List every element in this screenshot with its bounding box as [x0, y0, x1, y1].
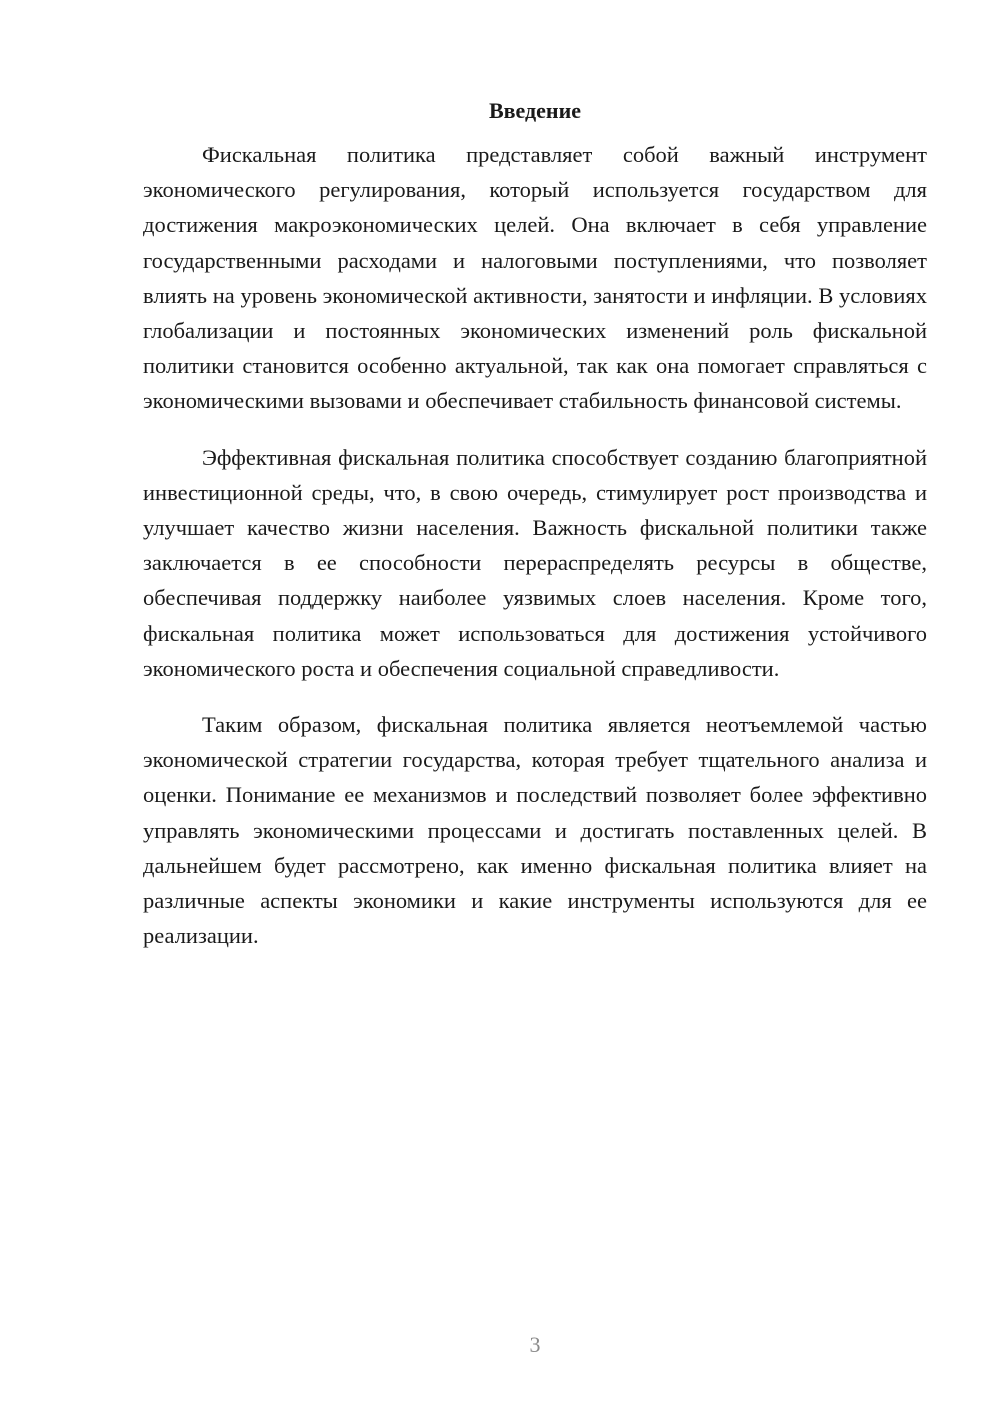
paragraph-2: Эффективная фискальная политика способствует созданию благоприятной инвестиционной среды, что, в свою очередь, стимулирует рост производства и улучшает качество жизни населения. Важность фискальной политики также заключается в ее способности перераспределять ресурсы в обществе, обеспечивая поддержку наиболее уязвимых слоев населения. Кроме того, фискальная политика может использоваться для достижения устойчивого экономического роста и обеспечения социальной справедливости. — [143, 444, 927, 681]
section-title: Введение — [488, 98, 582, 123]
page-number: 3 — [529, 1332, 541, 1357]
paragraph-3: Таким образом, фискальная политика является неотъемлемой частью экономической стратегии государства, которая требует тщательного анализа и оценки. Понимание ее механизмов и последствий позволяет более эффективно управлять экономическими процессами и достигать поставленных целей. В дальнейшем будет рассмотрено, как именно фискальная политика влияет на различные аспекты экономики и какие инструменты используются для ее реализации. — [143, 712, 927, 949]
page-content — [143, 96, 927, 974]
paragraph-1: Фискальная политика представляет собой важный инструмент экономического регулирования, который используется государством для достижения макроэкономических целей. Она включает в себя управление государственными расходами и налоговыми поступлениями, что позволяет влиять на уровень экономической активности, занятости и инфляции. В условиях глобализации и постоянных экономических изменений роль фискальной политики становится особенно актуальной, так как она помогает справляться с экономическими вызовами и обеспечивает стабильность финансовой системы. — [143, 142, 927, 414]
